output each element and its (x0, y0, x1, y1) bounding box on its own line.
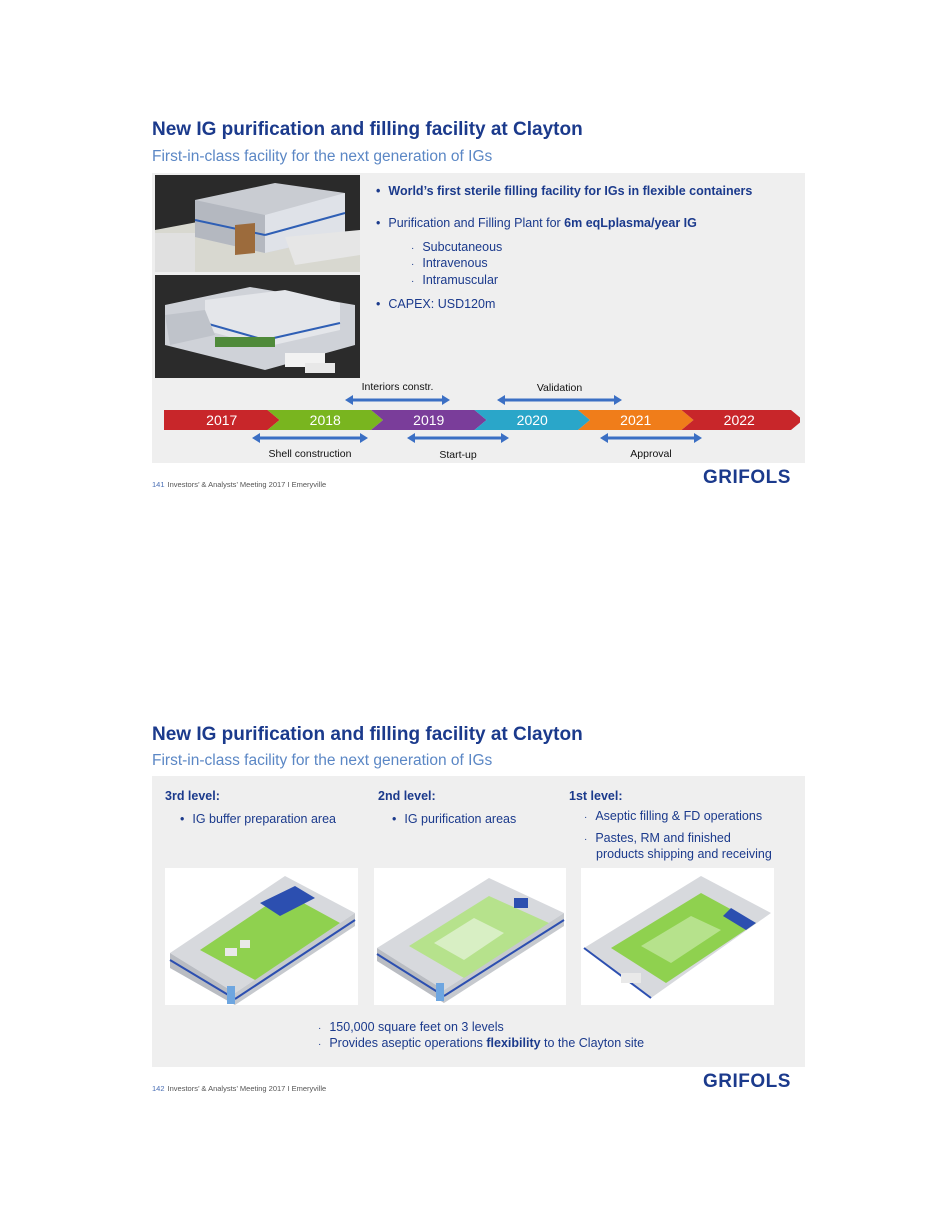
floor-plan-2nd-level (374, 868, 566, 1005)
sub-bullet-text: Subcutaneous (422, 240, 503, 254)
bullet-text: CAPEX: USD120m (388, 297, 496, 311)
sub-bullet-dot: · (411, 276, 415, 287)
sub-bullet-text: products shipping and receiving (596, 847, 772, 861)
bullet-text: IG purification areas (404, 812, 517, 826)
level-3-heading: 3rd level: (165, 789, 220, 803)
sub-bullet-dot: · (411, 243, 415, 254)
bullet-text: IG buffer preparation area (192, 812, 337, 826)
timeline-year-label: 2021 (620, 412, 652, 428)
floor-plan-1st-level-image (581, 868, 774, 1005)
sub-bullet-text: Intravenous (422, 256, 488, 270)
bullet-square-feet (318, 1020, 504, 1034)
level-3-item (180, 812, 336, 826)
grifols-logo: GRIFOLS (703, 1071, 791, 1092)
phase-interiors-construction-label: Interiors constr. (361, 381, 434, 393)
bullet-dot: • (376, 184, 381, 198)
sub-bullet-dot: · (584, 834, 588, 845)
bullet-flexibility (318, 1036, 644, 1050)
sub-bullet-text: Intramuscular (422, 273, 499, 287)
phase-shell-construction-label: Shell construction (268, 448, 352, 460)
footer-text: Investors’ & Analysts’ Meeting 2017 I Emeryville (167, 1084, 327, 1093)
sub-bullet-text-pre: Provides aseptic operations (329, 1036, 487, 1050)
sub-bullet-dot: · (411, 259, 415, 270)
slide-title: New IG purification and filling facility at Clayton (152, 119, 583, 140)
slide-subtitle: First-in-class facility for the next generation of IGs (152, 752, 493, 769)
bullet-text-pre: Purification and Filling Plant for (388, 216, 565, 230)
sub-bullet-text: 150,000 square feet on 3 levels (329, 1020, 504, 1034)
timeline-year-label: 2018 (309, 412, 341, 428)
floor-plan-3rd-level (165, 868, 358, 1005)
sub-bullet-text: Aseptic filling & FD operations (595, 809, 763, 823)
level-2-item (392, 812, 516, 826)
timeline-year-label: 2022 (723, 412, 755, 428)
page-number: 142 (152, 1084, 165, 1093)
page-number: 141 (152, 480, 165, 489)
grifols-logo: GRIFOLS (703, 467, 791, 488)
phase-approval-label: Approval (630, 448, 672, 460)
level-1-heading: 1st level: (569, 789, 623, 803)
floor-plan-1st-level (581, 868, 774, 1005)
sub-bullet-dot: · (318, 1039, 322, 1050)
sub-bullet-dot: · (318, 1023, 322, 1034)
bullet-dot: • (180, 812, 185, 826)
sub-bullet-dot: · (584, 812, 588, 823)
sub-bullet-text-post: to the Clayton site (540, 1036, 645, 1050)
sub-bullet-text-bold: flexibility (486, 1036, 541, 1050)
bullet-dot: • (376, 297, 381, 311)
level-1-item-aseptic (584, 809, 762, 823)
sub-bullet-text: Pastes, RM and finished (595, 831, 731, 845)
level-2-heading: 2nd level: (378, 789, 436, 803)
level-1-item-shipping (596, 847, 772, 861)
timeline-year-label: 2017 (206, 412, 238, 428)
bullet-dot: • (392, 812, 397, 826)
timeline-year-label: 2019 (413, 412, 445, 428)
phase-validation-label: Validation (536, 382, 583, 394)
bullet-text: World’s first sterile filling facility for IGs in flexible containers (388, 184, 753, 198)
floor-plan-2nd-level-image (374, 868, 566, 1005)
floor-plan-3rd-level-image (165, 868, 358, 1005)
bullet-dot: • (376, 216, 381, 230)
phase-start-up-label: Start-up (439, 449, 477, 461)
footer-text: Investors’ & Analysts’ Meeting 2017 I Emeryville (167, 480, 327, 489)
slide-subtitle: First-in-class facility for the next generation of IGs (152, 148, 493, 165)
level-1-item-pastes (584, 831, 731, 845)
timeline-year-label: 2020 (516, 412, 548, 428)
footer (152, 1084, 326, 1093)
slide-title: New IG purification and filling facility at Clayton (152, 724, 583, 745)
bullet-text-bold: 6m eqLplasma/year IG (564, 216, 697, 230)
